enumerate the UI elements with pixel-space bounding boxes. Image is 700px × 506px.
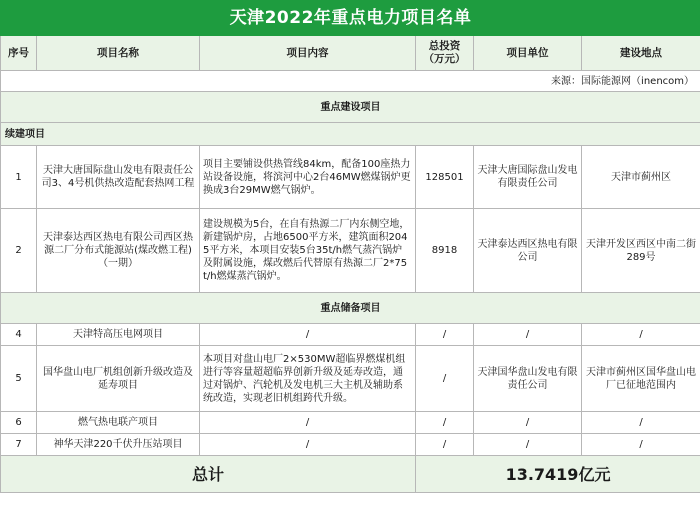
source-row [1,71,700,92]
header-unit: 项目单位 [474,36,582,71]
cell-unit: 天津国华盘山发电有限责任公司 [474,346,582,412]
cell-content: 建设规模为5台，在自有热源二厂内东侧空地，新建锅炉房，占地6500平方米，建筑面积2045平方米，本项目安装5台35t/h燃气蒸汽锅炉及附属设施，煤改燃后代替原有热源二厂2*75t/h燃煤蒸汽锅炉。 [200,209,416,293]
subsection-continued: 续建项目 [1,123,700,146]
cell-invest: / [416,324,474,346]
cell-location: / [582,324,700,346]
cell-invest: / [416,346,474,412]
cell-location: 天津市蓟州区 [582,146,700,209]
cell-name: 燃气热电联产项目 [37,412,200,434]
table-row [1,434,700,456]
cell-seq: 1 [1,146,37,209]
section-row [1,92,700,123]
header-location: 建设地点 [582,36,700,71]
cell-unit: / [474,434,582,456]
cell-location: 天津市蓟州区国华盘山电厂已征地范围内 [582,346,700,412]
cell-location: 天津开发区西区中南二街289号 [582,209,700,293]
title-row [1,1,700,36]
cell-seq: 2 [1,209,37,293]
table-row [1,412,700,434]
header-name: 项目名称 [37,36,200,71]
cell-name: 天津大唐国际盘山发电有限责任公司3、4号机供热改造配套热网工程 [37,146,200,209]
cell-unit: 天津大唐国际盘山发电有限责任公司 [474,146,582,209]
table-row [1,324,700,346]
cell-invest: / [416,434,474,456]
cell-invest: 128501 [416,146,474,209]
subsection-row [1,123,700,146]
cell-seq: 6 [1,412,37,434]
cell-seq: 4 [1,324,37,346]
table-row [1,346,700,412]
cell-name: 天津特高压电网项目 [37,324,200,346]
cell-name: 国华盘山电厂机组创新升级改造及延寿项目 [37,346,200,412]
header-seq: 序号 [1,36,37,71]
header-content: 项目内容 [200,36,416,71]
cell-location: / [582,434,700,456]
header-row [1,36,700,71]
table-row [1,146,700,209]
cell-name: 神华天津220千伏升压站项目 [37,434,200,456]
cell-unit: 天津泰达西区热电有限公司 [474,209,582,293]
total-row [1,456,700,493]
table-row [1,209,700,293]
cell-seq: 5 [1,346,37,412]
header-invest: 总投资（万元） [416,36,474,71]
cell-content: / [200,412,416,434]
section-row [1,293,700,324]
cell-unit: / [474,412,582,434]
total-value: 13.7419亿元 [416,456,700,493]
cell-invest: 8918 [416,209,474,293]
cell-content: 项目主要铺设供热管线84km，配备100座热力站设备设施，将滨河中心2台46MW燃煤锅炉更换成3台29MW燃气锅炉。 [200,146,416,209]
cell-content: / [200,434,416,456]
section-key-construction: 重点建设项目 [1,92,700,123]
cell-unit: / [474,324,582,346]
page-title: 天津2022年重点电力项目名单 [1,1,700,36]
cell-content: 本项目对盘山电厂2×530MW超临界燃煤机组进行等容量超超临界创新升级及延寿改造，通过对锅炉、汽轮机及发电机三大主机及辅助系统改造，实现老旧机组跨代升级。 [200,346,416,412]
cell-name: 天津泰达西区热电有限公司西区热源二厂分布式能源站(煤改燃工程)（一期） [37,209,200,293]
total-label: 总计 [1,456,416,493]
cell-seq: 7 [1,434,37,456]
cell-content: / [200,324,416,346]
cell-invest: / [416,412,474,434]
cell-location: / [582,412,700,434]
section-key-reserve: 重点储备项目 [1,293,700,324]
source-note: 来源：国际能源网（inencom） [1,71,700,92]
